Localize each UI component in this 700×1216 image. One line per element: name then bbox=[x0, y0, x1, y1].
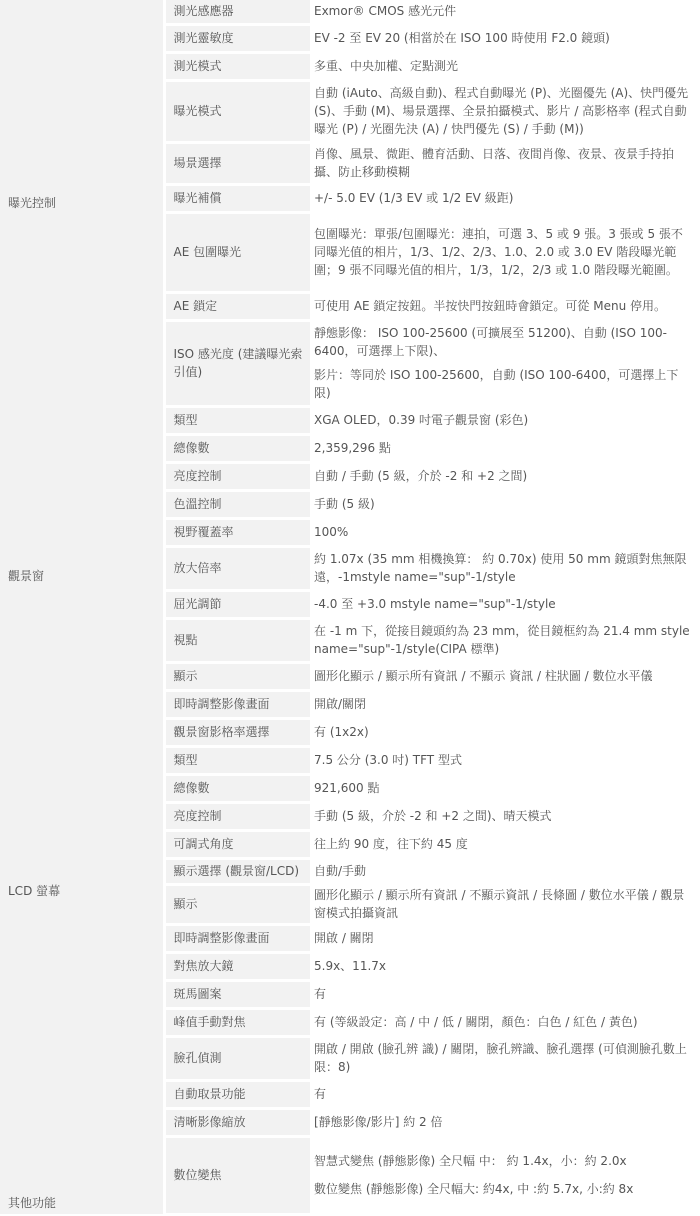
spec-value: 肖像、風景、微距、體育活動、日落、夜間肖像、夜景、夜景手持拍攝、防止移動模糊 bbox=[310, 142, 700, 184]
spec-value-line: 智慧式變焦 (靜態影像) 全尺幅 中： 約 1.4x，小：約 2.0x bbox=[314, 1154, 627, 1168]
spec-label: 視點 bbox=[164, 618, 310, 662]
spec-value: 自動 / 手動 (5 級，介於 -2 和 +2 之間) bbox=[310, 462, 700, 490]
spec-label: 曝光補償 bbox=[164, 184, 310, 212]
spec-label: 屈光調節 bbox=[164, 590, 310, 618]
spec-label: 類型 bbox=[164, 746, 310, 774]
spec-value bbox=[310, 1136, 700, 1214]
spec-value: 開啟 / 開啟 (臉孔辨 識) / 關閉，臉孔辨識、臉孔選擇 (可偵測臉孔數上限：8) bbox=[310, 1036, 700, 1080]
spec-label: 測光靈敏度 bbox=[164, 24, 310, 52]
section-exposure-control: 曝光控制 bbox=[0, 0, 164, 406]
spec-value: 921,600 點 bbox=[310, 774, 700, 802]
spec-label: AE 鎖定 bbox=[164, 292, 310, 320]
spec-label: 峰值手動對焦 bbox=[164, 1008, 310, 1036]
spec-label: 自動取景功能 bbox=[164, 1080, 310, 1108]
spec-value: 多重、中央加權、定點測光 bbox=[310, 52, 700, 80]
spec-label: ISO 感光度 (建議曝光索引值) bbox=[164, 320, 310, 406]
spec-value: 開啟 / 關閉 bbox=[310, 924, 700, 952]
spec-value: 5.9x、11.7x bbox=[310, 952, 700, 980]
spec-row bbox=[0, 406, 700, 434]
spec-value: -4.0 至 +3.0 mstyle name="sup"-1/style bbox=[310, 590, 700, 618]
spec-label: 色溫控制 bbox=[164, 490, 310, 518]
spec-value: 可使用 AE 鎖定按鈕。半按快門按鈕時會鎖定。可從 Menu 停用。 bbox=[310, 292, 700, 320]
spec-label: 可調式角度 bbox=[164, 830, 310, 858]
spec-label: 放大倍率 bbox=[164, 546, 310, 590]
spec-value: 包圍曝光：單張/包圍曝光：連拍，可選 3、5 或 9 張。3 張或 5 張不同曝光值的相片，1/3、1/2、2/3、1.0、2.0 或 3.0 EV 階段曝光範圍；9 張不同曝光值的相片，1/3，1/2，2/3 或 1.0 階段曝光範圍。 bbox=[310, 212, 700, 292]
spec-label: 數位變焦 bbox=[164, 1136, 310, 1214]
spec-value: 有 (1x2x) bbox=[310, 718, 700, 746]
spec-label: 斑馬圖案 bbox=[164, 980, 310, 1008]
spec-value-line: 靜態影像： ISO 100-25600 (可擴展至 51200)、自動 (ISO 100-6400，可選擇上下限)、 bbox=[314, 326, 667, 358]
spec-label: 場景選擇 bbox=[164, 142, 310, 184]
spec-label: 亮度控制 bbox=[164, 462, 310, 490]
spec-value: XGA OLED，0.39 吋電子觀景窗 (彩色) bbox=[310, 406, 700, 434]
spec-value: EV -2 至 EV 20 (相當於在 ISO 100 時使用 F2.0 鏡頭) bbox=[310, 24, 700, 52]
spec-label: 清晰影像縮放 bbox=[164, 1108, 310, 1136]
spec-label: 視野覆蓋率 bbox=[164, 518, 310, 546]
spec-label: 亮度控制 bbox=[164, 802, 310, 830]
spec-row bbox=[0, 1036, 700, 1080]
spec-value: 約 1.07x (35 mm 相機換算： 約 0.70x) 使用 50 mm 鏡頭對焦無限遠，-1mstyle name="sup"-1/style bbox=[310, 546, 700, 590]
spec-value: 100% bbox=[310, 518, 700, 546]
spec-label: 即時調整影像畫面 bbox=[164, 924, 310, 952]
spec-label: 顯示選擇 (觀景窗/LCD) bbox=[164, 858, 310, 884]
section-lcd-screen: LCD 螢幕 bbox=[0, 746, 164, 1036]
spec-label: 對焦放大鏡 bbox=[164, 952, 310, 980]
spec-value: 圖形化顯示 / 顯示所有資訊 / 不顯示 資訊 / 柱狀圖 / 數位水平儀 bbox=[310, 662, 700, 690]
spec-label: 即時調整影像畫面 bbox=[164, 690, 310, 718]
spec-value-line: 影片：等同於 ISO 100-25600，自動 (ISO 100-6400，可選擇上下限) bbox=[314, 368, 679, 400]
section-viewfinder: 觀景窗 bbox=[0, 406, 164, 746]
spec-value: 有 bbox=[310, 980, 700, 1008]
spec-label: 測光模式 bbox=[164, 52, 310, 80]
spec-label: 類型 bbox=[164, 406, 310, 434]
spec-value: 7.5 公分 (3.0 吋) TFT 型式 bbox=[310, 746, 700, 774]
spec-label: AE 包圍曝光 bbox=[164, 212, 310, 292]
spec-label: 顯示 bbox=[164, 884, 310, 924]
spec-row bbox=[0, 746, 700, 774]
spec-value: 手動 (5 級，介於 -2 和 +2 之間)、晴天模式 bbox=[310, 802, 700, 830]
spec-value: +/- 5.0 EV (1/3 EV 或 1/2 EV 級距) bbox=[310, 184, 700, 212]
spec-label: 測光感應器 bbox=[164, 0, 310, 24]
spec-label: 曝光模式 bbox=[164, 80, 310, 142]
spec-value: [靜態影像/影片] 約 2 倍 bbox=[310, 1108, 700, 1136]
spec-value: 手動 (5 級) bbox=[310, 490, 700, 518]
spec-value: 有 (等級設定：高 / 中 / 低 / 關閉，顏色：白色 / 紅色 / 黃色) bbox=[310, 1008, 700, 1036]
spec-value: 在 -1 m 下，從接目鏡頭約為 23 mm，從目鏡框約為 21.4 mm style name="sup"-1/style(CIPA 標準) bbox=[310, 618, 700, 662]
spec-value bbox=[310, 320, 700, 406]
spec-label: 總像數 bbox=[164, 434, 310, 462]
spec-value: Exmor® CMOS 感光元件 bbox=[310, 0, 700, 24]
spec-value: 往上約 90 度，往下約 45 度 bbox=[310, 830, 700, 858]
section-other-features: 其他功能 bbox=[0, 1036, 164, 1214]
spec-value: 有 bbox=[310, 1080, 700, 1108]
spec-label: 臉孔偵測 bbox=[164, 1036, 310, 1080]
spec-label: 顯示 bbox=[164, 662, 310, 690]
spec-row bbox=[0, 0, 700, 24]
spec-label: 觀景窗影格率選擇 bbox=[164, 718, 310, 746]
spec-label: 總像數 bbox=[164, 774, 310, 802]
spec-value-line: 數位變焦 (靜態影像) 全尺幅大: 約4x, 中 :約 5.7x, 小:約 8x bbox=[314, 1182, 634, 1196]
spec-value: 開啟/關閉 bbox=[310, 690, 700, 718]
spec-value: 自動 (iAuto、高級自動)、程式自動曝光 (P)、光圈優先 (A)、快門優先 (S)、手動 (M)、場景選擇、全景拍攝模式、影片 / 高影格率 (程式自動曝光 (P) / 光圈先決 (A) / 快門優先 (S) / 手動 (M)) bbox=[310, 80, 700, 142]
spec-value: 圖形化顯示 / 顯示所有資訊 / 不顯示資訊 / 長條圖 / 數位水平儀 / 觀景窗模式拍攝資訊 bbox=[310, 884, 700, 924]
spec-value: 自動/手動 bbox=[310, 858, 700, 884]
spec-value: 2,359,296 點 bbox=[310, 434, 700, 462]
